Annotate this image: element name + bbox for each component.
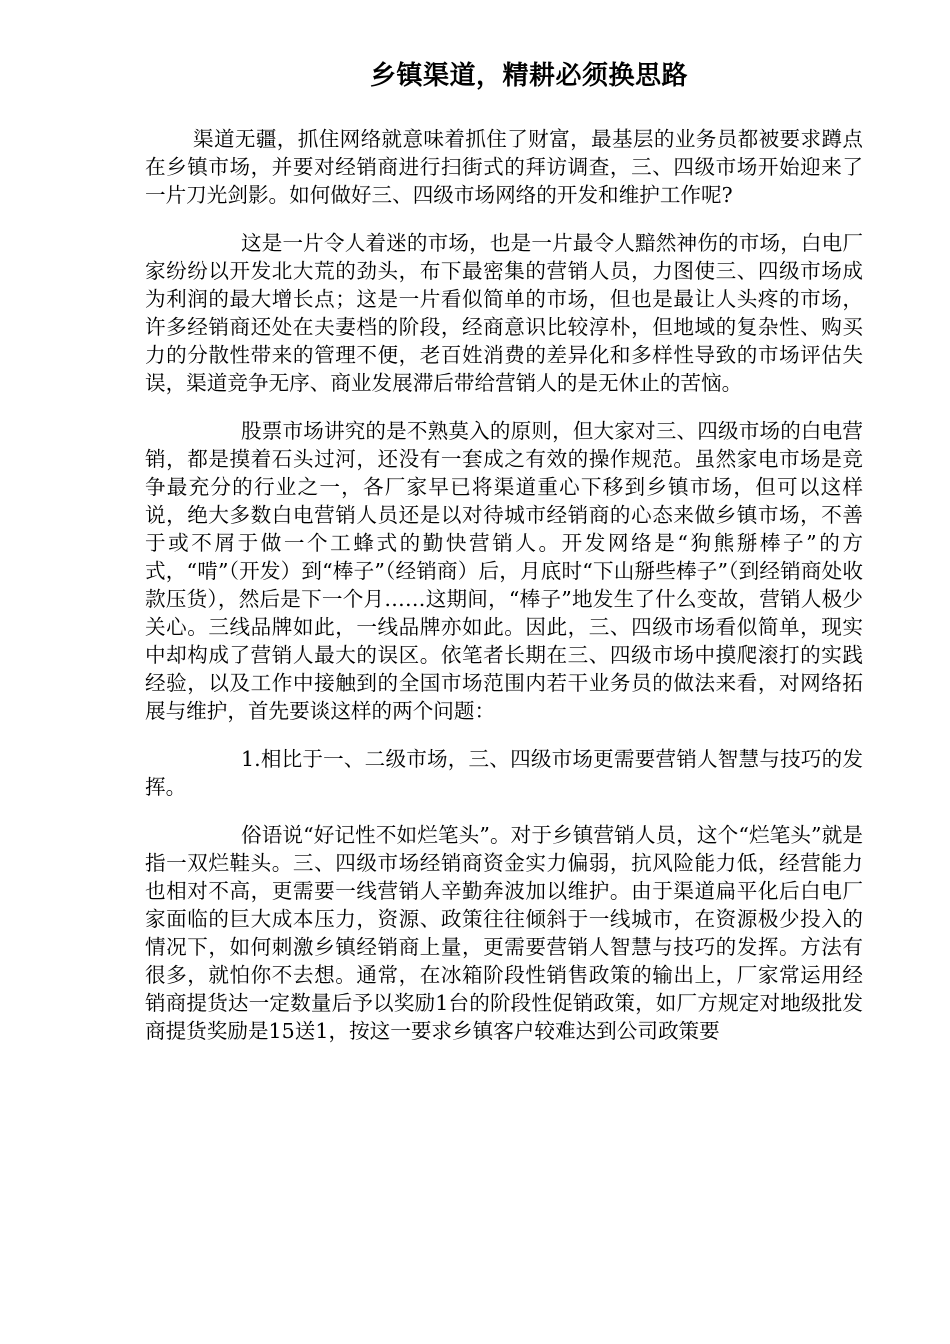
paragraph-point-one-heading: 1.相比于一、二级市场，三、四级市场更需要营销人智慧与技巧的发挥。	[145, 747, 863, 799]
document-body	[145, 125, 863, 1065]
paragraph-stock-market-analogy: 股票市场讲究的是不熟莫入的原则，但大家对三、四级市场的白电营销，都是摸着石头过河，还没有一套成之有效的操作规范。虽然家电市场是竞争最充分的行业之一，各厂家早已将渠道重心下移到乡镇市场，但可以这样说，绝大多数白电营销人员还是以对待城市经销商的心态来做乡镇市场，不善于或不屑于做一个工蜂式的勤快营销人。开发网络是“狗熊掰棒子”的方式，“啃”（开发）到“棒子”（经销商）后，月底时“下山掰些棒子”（到经销商处收款压货），然后是下一个月……这期间，“棒子”地发生了什么变故，营销人极少关心。三线品牌如此，一线品牌亦如此。因此，三、四级市场看似简单，现实中却构成了营销人最大的误区。依笔者长期在三、四级市场中摸爬滚打的实践经验，以及工作中接触到的全国市场范围内若干业务员的做法来看，对网络拓展与维护，首先要谈这样的两个问题：	[145, 419, 863, 723]
paragraph-point-one-body: 俗语说“好记性不如烂笔头”。对于乡镇营销人员，这个“烂笔头”就是指一双烂鞋头。三、四级市场经销商资金实力偏弱，抗风险能力低，经营能力也相对不高，更需要一线营销人辛勤奔波加以维护。由于渠道扁平化后白电厂家面临的巨大成本压力，资源、政策往往倾斜于一线城市，在资源极少投入的情况下，如何刺激乡镇经销商上量，更需要营销人智慧与技巧的发挥。方法有很多，就怕你不去想。通常，在冰箱阶段性销售政策的输出上，厂家常运用经销商提货达一定数量后予以奖励1台的阶段性促销政策，如厂方规定对地级批发商提货奖励是15送1，按这一要求乡镇客户较难达到公司政策要	[145, 823, 863, 1043]
document-title: 乡镇渠道，精耕必须换思路	[370, 61, 689, 91]
paragraph-market-description: 这是一片令人着迷的市场，也是一片最令人黯然神伤的市场，白电厂家纷纷以开发北大荒的劲头，布下最密集的营销人员，力图使三、四级市场成为利润的最大增长点；这是一片看似简单的市场，但也是最让人头疼的市场，许多经销商还处在夫妻档的阶段，经商意识比较淳朴，但地域的复杂性、购买力的分散性带来的管理不便，老百姓消费的差异化和多样性导致的市场评估失误，渠道竞争无序、商业发展滞后带给营销人的是无休止的苦恼。	[145, 231, 863, 395]
paragraph-intro: 渠道无疆，抓住网络就意味着抓住了财富，最基层的业务员都被要求蹲点在乡镇市场，并要对经销商进行扫街式的拜访调查，三、四级市场开始迎来了一片刀光剑影。如何做好三、四级市场网络的开发和维护工作呢?	[145, 127, 863, 207]
